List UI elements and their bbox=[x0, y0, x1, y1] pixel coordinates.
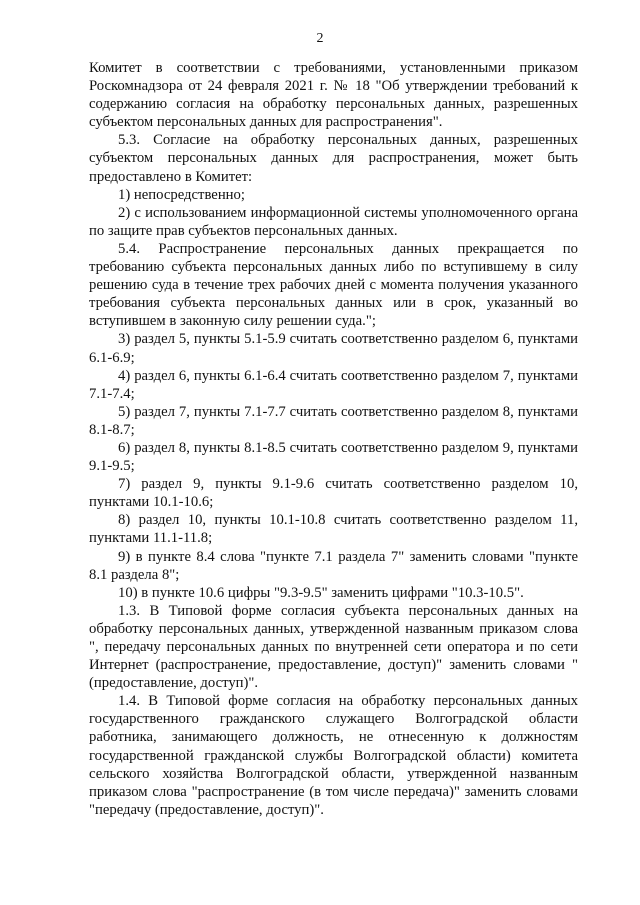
paragraph: 10) в пункте 10.6 цифры "9.3-9.5" заменить цифрами "10.3-10.5". bbox=[118, 584, 524, 601]
paragraph: 5.3. Согласие на обработку персональных данных, разрешенных субъектом персональных данных для распространения, может быть предоставлено в Комитет: bbox=[89, 132, 578, 185]
paragraph: 4) раздел 6, пункты 6.1-6.4 считать соответственно разделом 7, пунктами 7.1-7.4; bbox=[89, 367, 578, 402]
document-body bbox=[89, 59, 578, 819]
paragraph: 1) непосредственно; bbox=[118, 186, 245, 203]
paragraph: 5.4. Распространение персональных данных прекращается по требованию субъекта персональных данных либо по вступившему в силу решению суда в течение трех рабочих дней с момента получения указанного требования субъекта персональных данных или в срок, указанный во вступившем в законную силу решении суда."; bbox=[89, 240, 578, 330]
paragraph: 7) раздел 9, пункты 9.1-9.6 считать соответственно разделом 10, пунктами 10.1-10.6; bbox=[89, 476, 578, 511]
paragraph: 6) раздел 8, пункты 8.1-8.5 считать соответственно разделом 9, пунктами 9.1-9.5; bbox=[89, 439, 578, 475]
paragraph: 5) раздел 7, пункты 7.1-7.7 считать соответственно разделом 8, пунктами 8.1-8.7; bbox=[89, 403, 578, 438]
paragraph: 1.4. В Типовой форме согласия на обработку персональных данных государственного гражданского служащего Волгоградской области работника, занимающего должность, не отнесенную к должностям государственной гражданской службы Волгоградской области) комитета сельского хозяйства Волгоградской области, утвержденной названным приказом слова "распространение (в том числе передача)" заменить словами "передачу (предоставление, доступ)". bbox=[89, 693, 578, 818]
paragraph: 3) раздел 5, пункты 5.1-5.9 считать соответственно разделом 6, пунктами 6.1-6.9; bbox=[89, 331, 578, 366]
paragraph: 1.3. В Типовой форме согласия субъекта персональных данных на обработку персональных данных, утвержденной названным приказом слова ", передачу персональных данных по внутренней сети оператора и по сети Интернет (распространение, предоставление, доступ)" заменить словами "(предоставление, доступ)". bbox=[89, 602, 578, 692]
paragraph: 2) с использованием информационной системы уполномоченного органа по защите прав субъектов персональных данных. bbox=[89, 204, 578, 239]
paragraph: Комитет в соответствии с требованиями, установленными приказом Роскомнадзора от 24 февраля 2021 г. № 18 "Об утверждении требований к содержанию согласия на обработку персональных данных, разрешенных субъектом персональных данных для распространения". bbox=[89, 60, 578, 131]
paragraph: 9) в пункте 8.4 слова "пункте 7.1 раздела 7" заменить словами "пункте 8.1 раздела 8"; bbox=[89, 548, 578, 583]
page-number: 2 bbox=[316, 31, 324, 46]
paragraph: 8) раздел 10, пункты 10.1-10.8 считать соответственно разделом 11, пунктами 11.1-11.8; bbox=[89, 512, 578, 547]
